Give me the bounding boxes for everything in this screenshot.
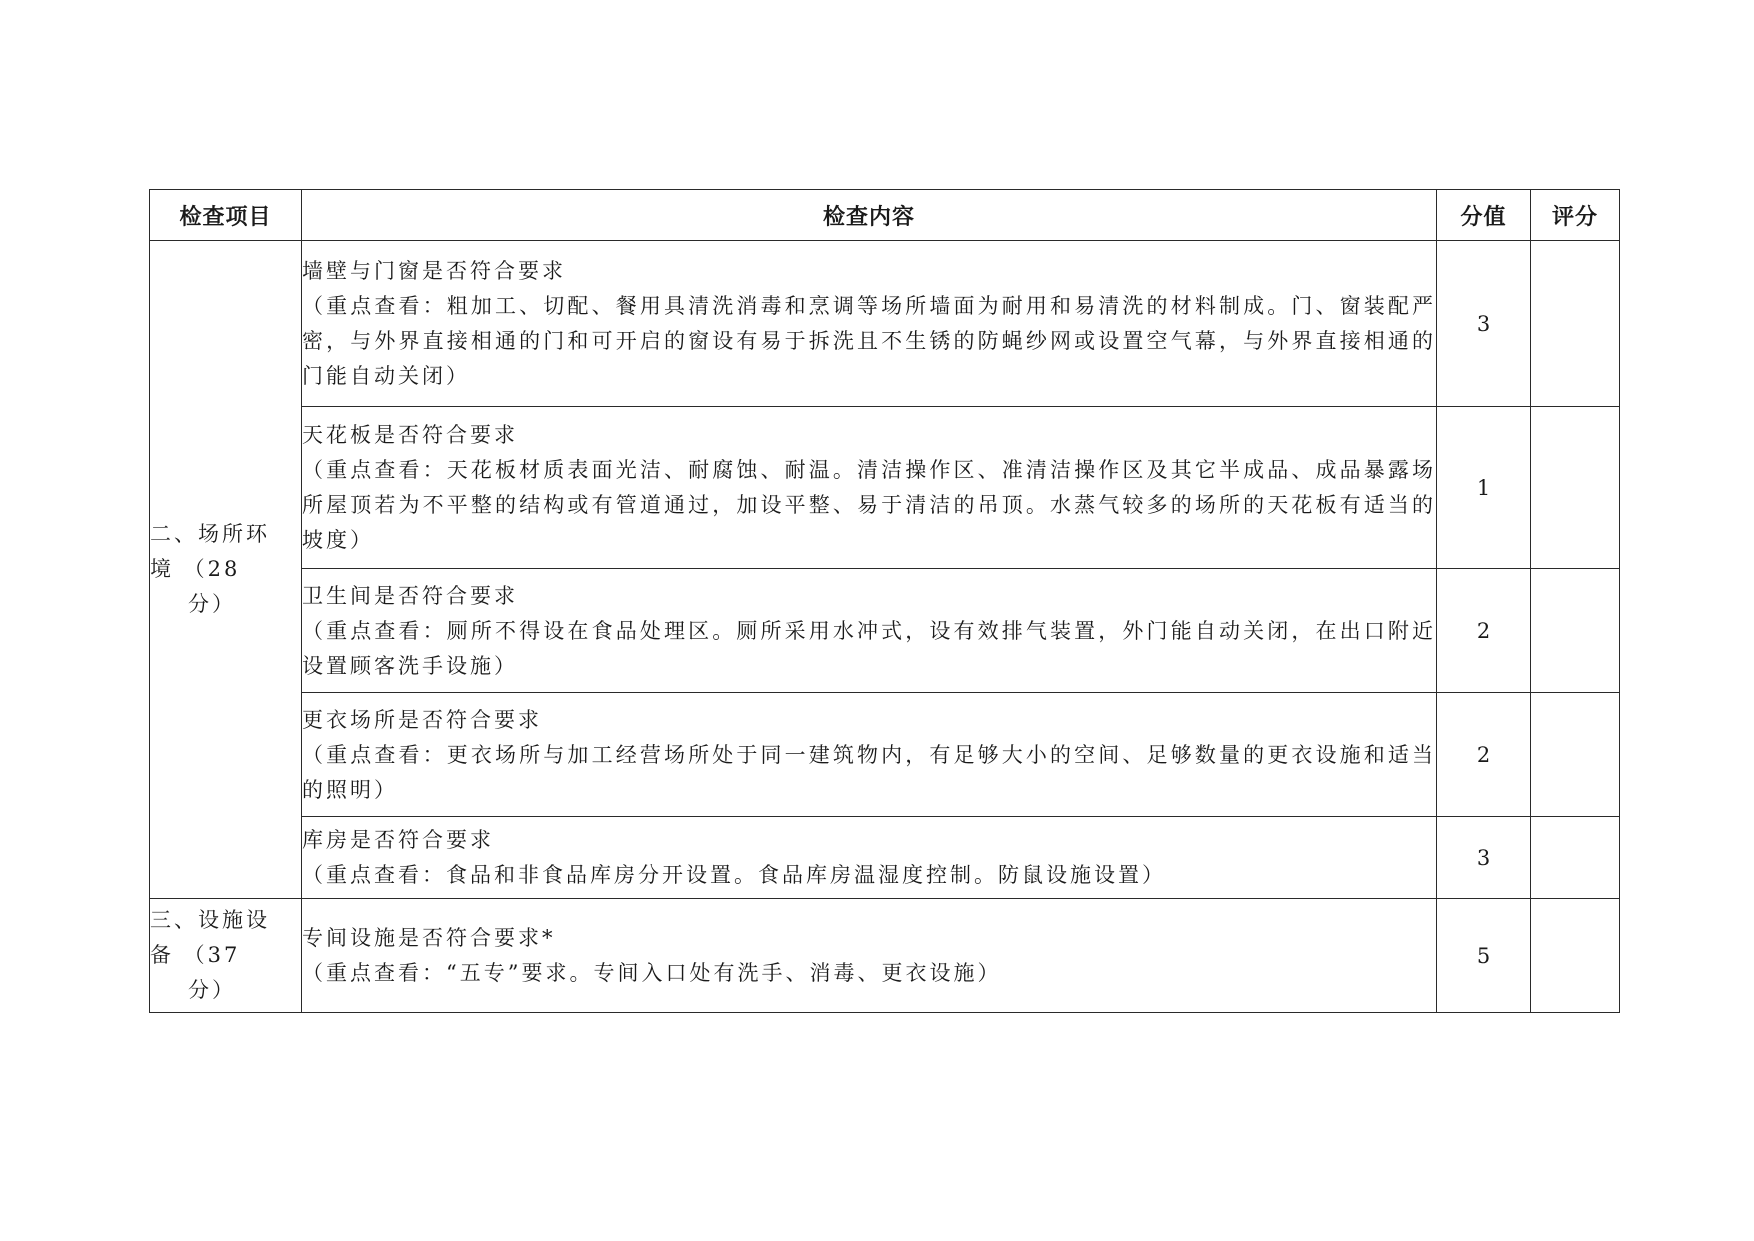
- item-detail: （重点查看：天花板材质表面光洁、耐腐蚀、耐温。清洁操作区、准清洁操作区及其它半成品、成品暴露场所屋顶若为不平整的结构或有管道通过，加设平整、易于清洁的吊顶。水蒸气较多的场所的天花板有适当的坡度）: [302, 458, 1436, 552]
- item-title: 天花板是否符合要求: [302, 423, 518, 447]
- rating-cell[interactable]: [1531, 899, 1620, 1013]
- section-label-environment: [150, 241, 302, 899]
- header-score: 分值: [1437, 190, 1531, 241]
- section-label-line: 三、设施设: [150, 908, 270, 932]
- section-label-line: 分）: [188, 592, 236, 616]
- section-label-line: 备 （37: [150, 943, 241, 967]
- score-value: 2: [1437, 569, 1531, 693]
- item-detail: （重点查看：更衣场所与加工经营场所处于同一建筑物内，有足够大小的空间、足够数量的更衣设施和适当的照明）: [302, 742, 1436, 802]
- table-row: [150, 407, 1620, 569]
- rating-cell[interactable]: [1531, 569, 1620, 693]
- section-label-line: 境 （28: [150, 557, 241, 581]
- item-detail: （重点查看：食品和非食品库房分开设置。食品库房温湿度控制。防鼠设施设置）: [302, 863, 1166, 887]
- rating-cell[interactable]: [1531, 817, 1620, 899]
- score-value: 3: [1437, 817, 1531, 899]
- table-row: [150, 569, 1620, 693]
- table-row: [150, 899, 1620, 1013]
- score-value: 1: [1437, 407, 1531, 569]
- item-detail: （重点查看：“五专”要求。专间入口处有洗手、消毒、更衣设施）: [302, 961, 1002, 985]
- content-cell: [302, 817, 1437, 899]
- header-rating: 评分: [1531, 190, 1620, 241]
- content-cell: [302, 407, 1437, 569]
- table-row: [150, 241, 1620, 407]
- item-detail: （重点查看：厕所不得设在食品处理区。厕所采用水冲式，设有效排气装置，外门能自动关闭，在出口附近设置顾客洗手设施）: [302, 618, 1436, 678]
- content-cell: [302, 899, 1437, 1013]
- item-title: 专间设施是否符合要求*: [302, 926, 556, 950]
- header-content: 检查内容: [302, 190, 1437, 241]
- content-cell: [302, 569, 1437, 693]
- content-cell: [302, 693, 1437, 817]
- score-value: 2: [1437, 693, 1531, 817]
- header-item: 检查项目: [150, 190, 302, 241]
- item-detail: （重点查看：粗加工、切配、餐用具清洗消毒和烹调等场所墙面为耐用和易清洗的材料制成。门、窗装配严密，与外界直接相通的门和可开启的窗设有易于拆洗且不生锈的防蝇纱网或设置空气幕，与外界直接相通的门能自动关闭）: [302, 294, 1436, 388]
- rating-cell[interactable]: [1531, 407, 1620, 569]
- content-cell: [302, 241, 1437, 407]
- inspection-table: [149, 189, 1620, 1013]
- rating-cell[interactable]: [1531, 693, 1620, 817]
- table-header-row: [150, 190, 1620, 241]
- section-label-line: 二、场所环: [150, 522, 270, 546]
- score-value: 3: [1437, 241, 1531, 407]
- rating-cell[interactable]: [1531, 241, 1620, 407]
- score-value: 5: [1437, 899, 1531, 1013]
- table-row: [150, 817, 1620, 899]
- section-label-facilities: [150, 899, 302, 1013]
- item-title: 墙壁与门窗是否符合要求: [302, 259, 566, 283]
- item-title: 库房是否符合要求: [302, 828, 494, 852]
- table-row: [150, 693, 1620, 817]
- section-label-line: 分）: [188, 978, 236, 1002]
- item-title: 卫生间是否符合要求: [302, 583, 518, 608]
- item-title: 更衣场所是否符合要求: [302, 707, 542, 732]
